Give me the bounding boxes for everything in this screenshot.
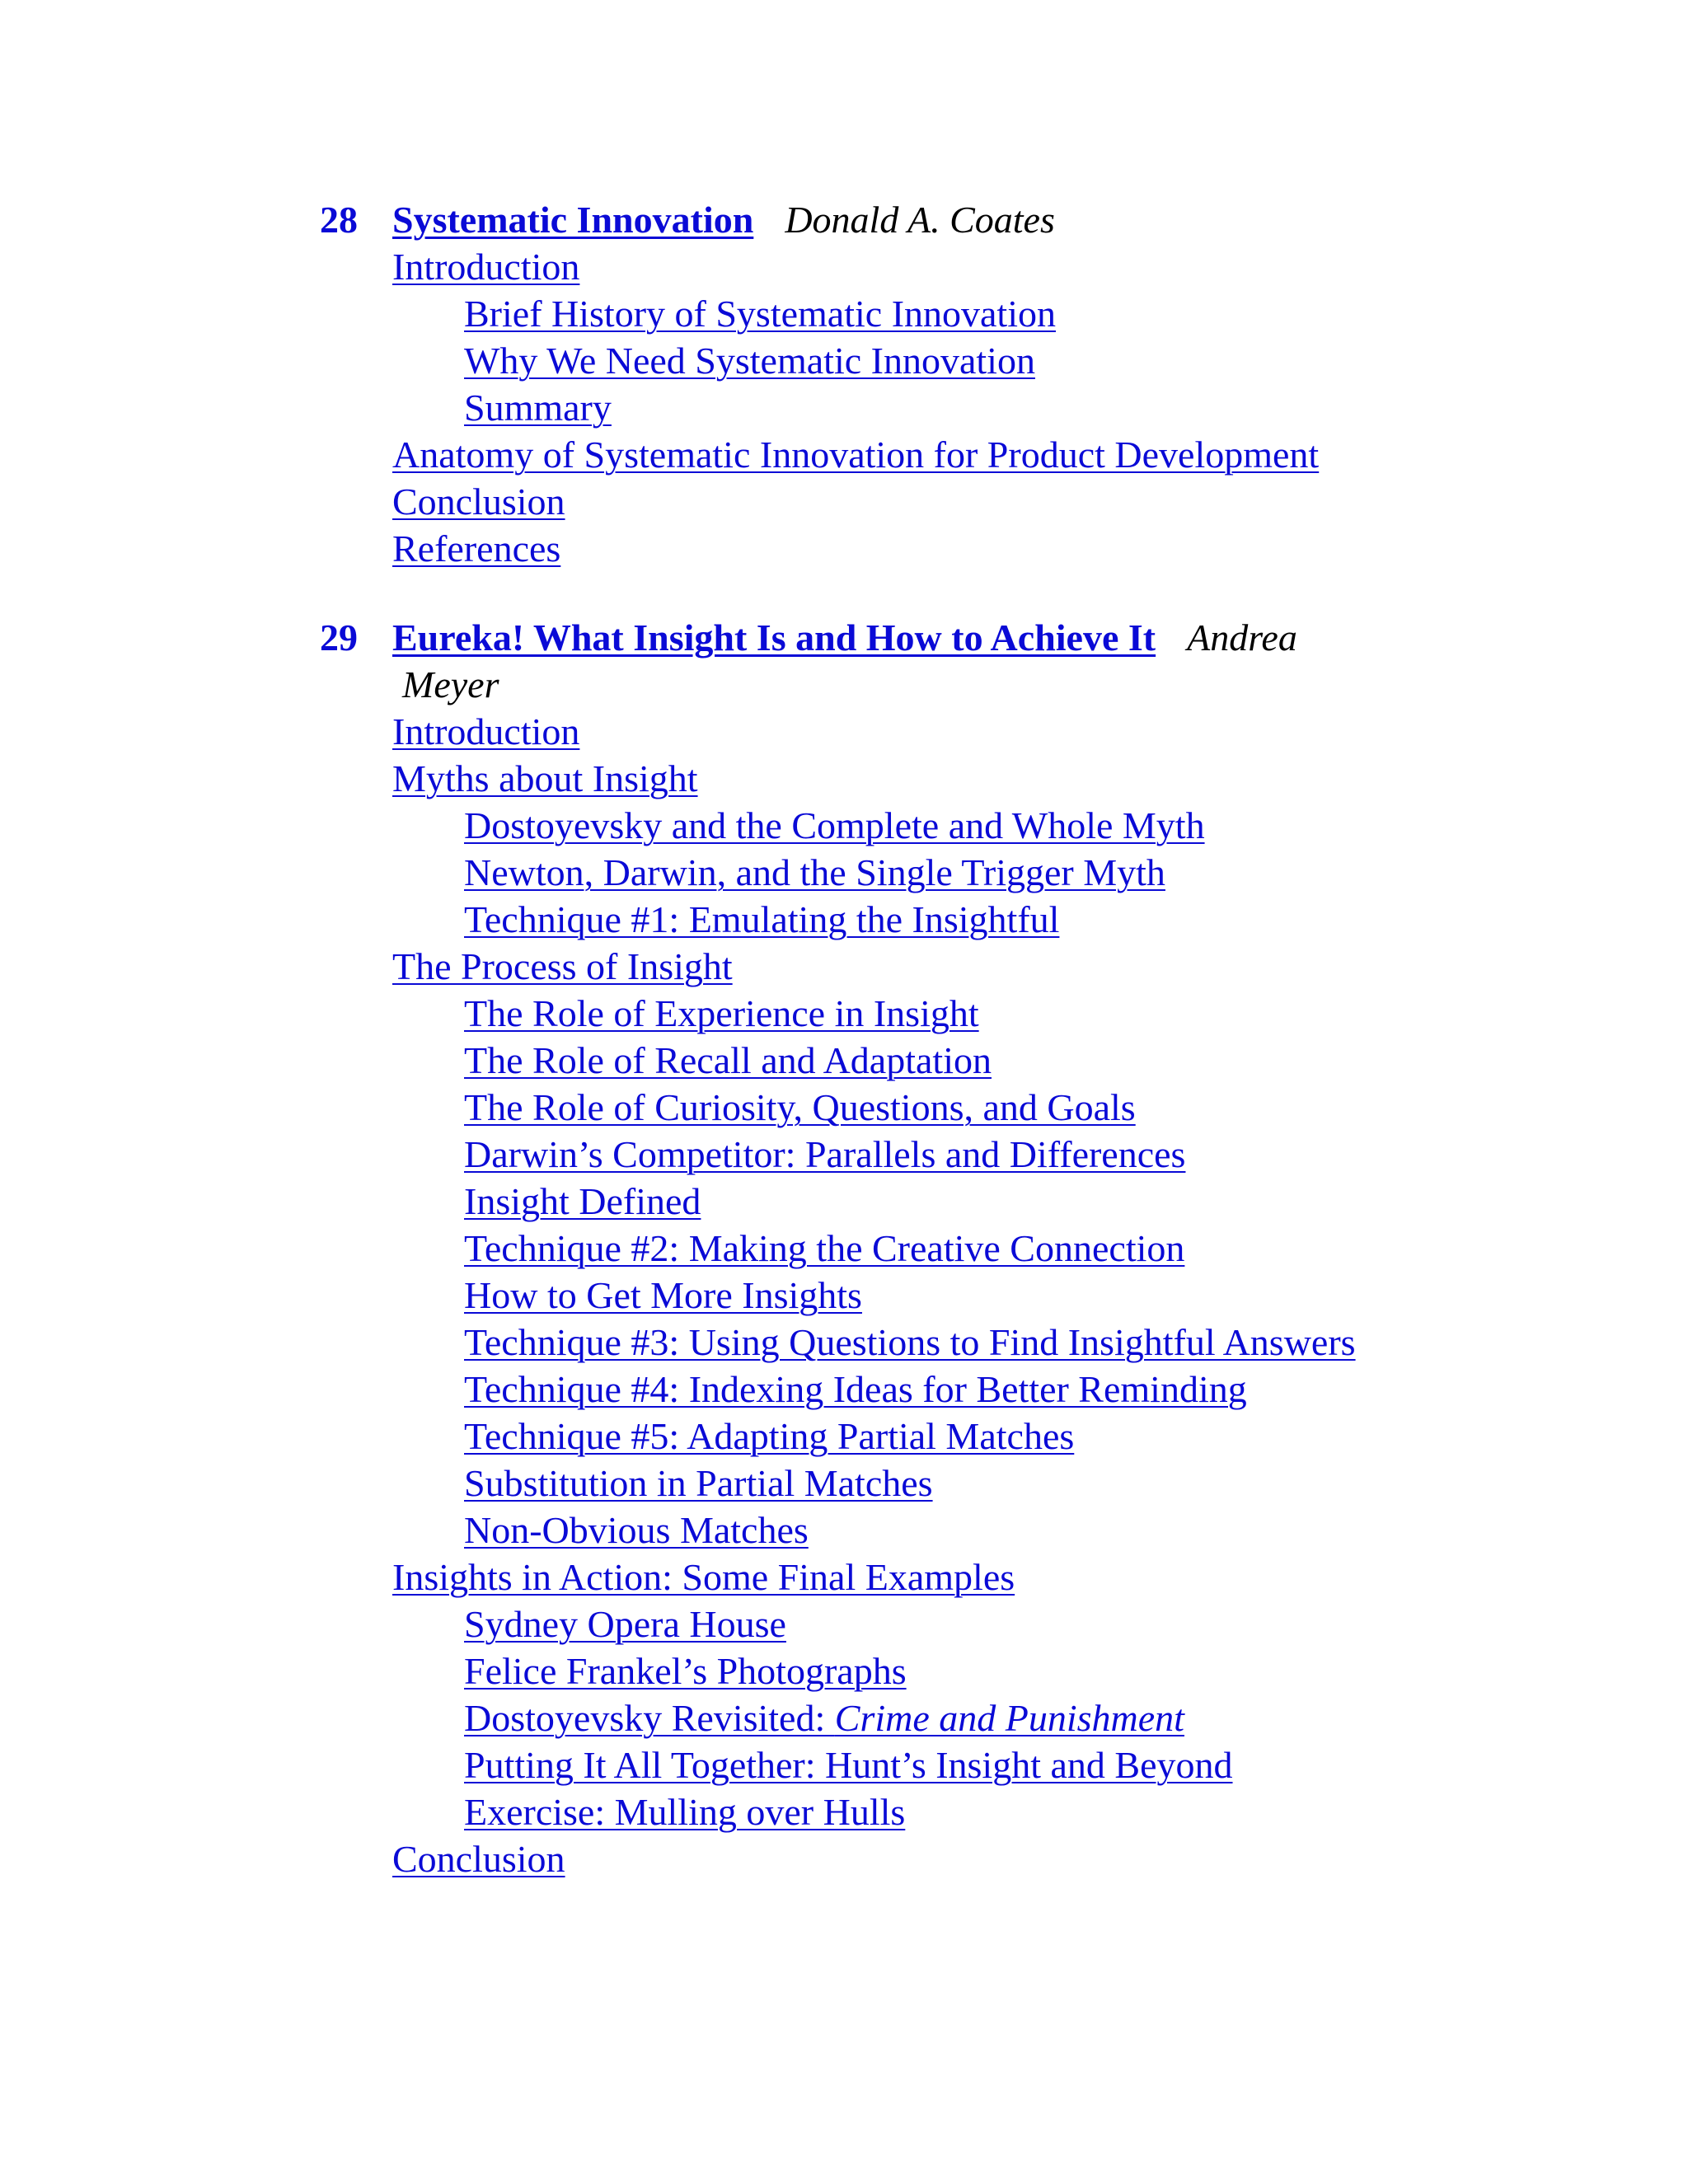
- toc-link-text: Dostoyevsky Revisited:: [464, 1697, 835, 1739]
- toc-link[interactable]: Newton, Darwin, and the Single Trigger Myth: [464, 851, 1165, 893]
- toc-entry: [320, 896, 1474, 943]
- toc-link[interactable]: Technique #1: Emulating the Insightful: [464, 898, 1060, 940]
- toc-entry: [320, 1084, 1474, 1131]
- toc-entry: [320, 290, 1474, 337]
- toc-entry: [320, 384, 1474, 431]
- toc-entry: [320, 1835, 1474, 1882]
- toc-link[interactable]: Anatomy of Systematic Innovation for Product Development: [392, 434, 1320, 476]
- toc-entry: [320, 1225, 1474, 1272]
- toc-link[interactable]: Insights in Action: Some Final Examples: [392, 1556, 1015, 1598]
- chapter-heading: [320, 196, 1474, 243]
- toc-link[interactable]: Myths about Insight: [392, 757, 698, 799]
- toc-entry: [320, 990, 1474, 1037]
- toc-entry: [320, 802, 1474, 849]
- toc-link[interactable]: Sydney Opera House: [464, 1603, 786, 1645]
- chapter-title: Systematic Innovation: [392, 199, 754, 241]
- toc-entry: [320, 478, 1474, 525]
- toc-link[interactable]: Substitution in Partial Matches: [464, 1462, 933, 1504]
- toc-link[interactable]: Technique #5: Adapting Partial Matches: [464, 1415, 1075, 1457]
- toc-link[interactable]: Brief History of Systematic Innovation: [464, 293, 1056, 335]
- toc-entry: [320, 1460, 1474, 1507]
- toc-link[interactable]: Technique #2: Making the Creative Connection: [464, 1227, 1185, 1269]
- toc-link[interactable]: [464, 1697, 1184, 1739]
- chapter-author: Donald A. Coates: [785, 199, 1055, 241]
- toc-entry: [320, 708, 1474, 755]
- toc-entry: [320, 1131, 1474, 1178]
- toc-link[interactable]: Technique #3: Using Questions to Find Insightful Answers: [464, 1321, 1356, 1363]
- toc-entry: [320, 243, 1474, 290]
- toc-link[interactable]: References: [392, 527, 561, 569]
- chapter-title-link[interactable]: [320, 199, 753, 241]
- toc-entry: [320, 337, 1474, 384]
- toc-link[interactable]: The Process of Insight: [392, 945, 733, 987]
- toc-link[interactable]: The Role of Curiosity, Questions, and Goals: [464, 1086, 1136, 1128]
- chapter-title-link[interactable]: [320, 616, 1156, 658]
- chapter-29: [320, 614, 1474, 1882]
- toc-entry: [320, 943, 1474, 990]
- toc-entry: [320, 1507, 1474, 1554]
- toc-link[interactable]: Darwin’s Competitor: Parallels and Differences: [464, 1133, 1186, 1175]
- toc-link[interactable]: Dostoyevsky and the Complete and Whole Myth: [464, 804, 1205, 846]
- chapter-28: [320, 196, 1474, 572]
- toc-entry: [320, 1413, 1474, 1460]
- chapter-author: Andrea: [1187, 616, 1297, 658]
- toc-entry: [320, 1554, 1474, 1601]
- toc-entry: [320, 1366, 1474, 1413]
- toc-link[interactable]: Why We Need Systematic Innovation: [464, 340, 1035, 382]
- chapter-number: 29: [320, 616, 358, 658]
- toc-link[interactable]: Non-Obvious Matches: [464, 1509, 809, 1551]
- toc-link[interactable]: Felice Frankel’s Photographs: [464, 1650, 907, 1692]
- toc-entry: [320, 1178, 1474, 1225]
- chapter-author-continued: Meyer: [402, 663, 499, 705]
- toc-entry: [320, 1741, 1474, 1788]
- toc-link[interactable]: Technique #4: Indexing Ideas for Better Reminding: [464, 1368, 1247, 1410]
- toc-link[interactable]: Conclusion: [392, 1838, 565, 1880]
- toc-link[interactable]: How to Get More Insights: [464, 1274, 862, 1316]
- toc-entry: [320, 755, 1474, 802]
- toc-entry: [320, 1694, 1474, 1741]
- toc-link[interactable]: Exercise: Mulling over Hulls: [464, 1791, 906, 1833]
- toc-entry: [320, 1037, 1474, 1084]
- toc-link[interactable]: Putting It All Together: Hunt’s Insight and Beyond: [464, 1744, 1233, 1786]
- chapter-number: 28: [320, 199, 358, 241]
- toc-link[interactable]: Insight Defined: [464, 1180, 701, 1222]
- toc-entry: [320, 1319, 1474, 1366]
- toc-entry: [320, 1272, 1474, 1319]
- toc-entry: [320, 525, 1474, 572]
- toc-entry: [320, 849, 1474, 896]
- toc-entry: [320, 1601, 1474, 1647]
- toc-entry: [320, 1788, 1474, 1835]
- chapter-heading: [320, 614, 1474, 661]
- toc-link[interactable]: Summary: [464, 387, 612, 429]
- toc-entry: [320, 431, 1474, 478]
- toc-link[interactable]: The Role of Experience in Insight: [464, 992, 979, 1034]
- toc-link[interactable]: The Role of Recall and Adaptation: [464, 1039, 992, 1081]
- toc-link[interactable]: Conclusion: [392, 480, 565, 523]
- toc-link-italic-title: Crime and Punishment: [834, 1697, 1184, 1739]
- chapter-title: Eureka! What Insight Is and How to Achieve It: [392, 616, 1156, 658]
- toc-entry: [320, 1647, 1474, 1694]
- toc-link[interactable]: Introduction: [392, 246, 580, 288]
- toc-link[interactable]: Introduction: [392, 710, 580, 752]
